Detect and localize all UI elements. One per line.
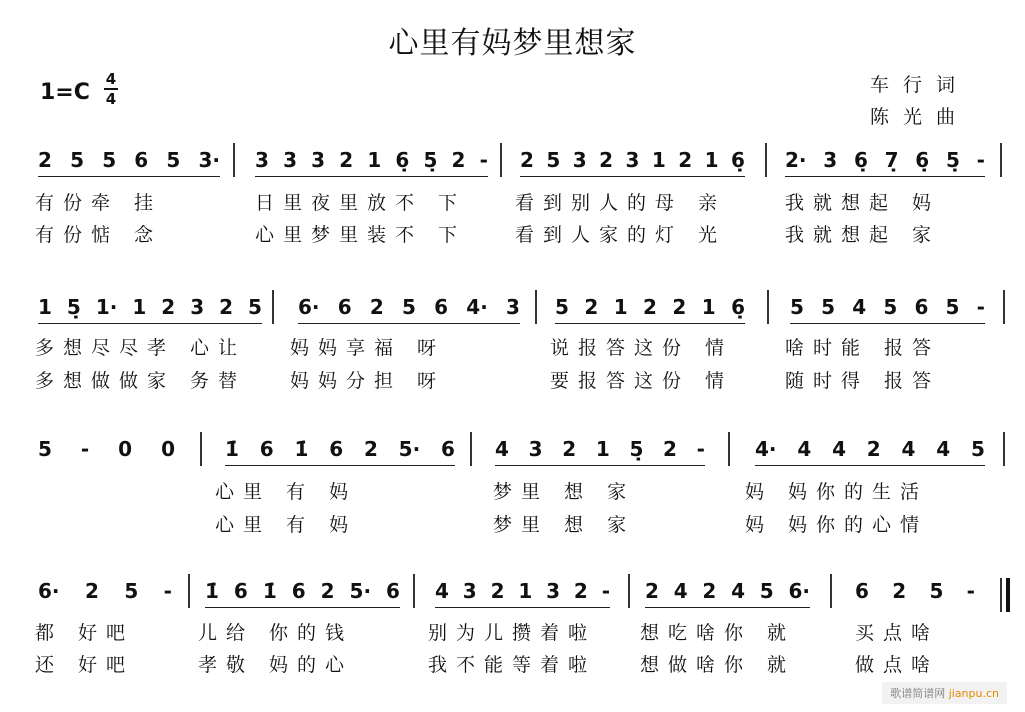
lyric-verse-2: 我就想起 家 (785, 224, 941, 246)
measure (38, 292, 262, 322)
note: 1 (132, 295, 147, 319)
note: 5 (124, 579, 139, 603)
lyric-verse-2: 做点啥 (855, 654, 940, 676)
watermark (882, 682, 1007, 704)
beam-underline (255, 176, 488, 177)
note: 0 (118, 437, 133, 461)
measure-notes (755, 434, 985, 464)
note: 5 (555, 295, 569, 319)
note: 2 (573, 579, 588, 603)
barline (470, 432, 472, 466)
note: 2 (584, 295, 599, 319)
measure-notes (785, 145, 985, 175)
note: - (80, 437, 90, 461)
lyric-verse-2: 想做啥你 就 (640, 654, 796, 676)
note: 4 (797, 437, 812, 461)
note: 2 (663, 437, 677, 461)
time-top: 4 (105, 70, 117, 88)
measure (38, 434, 175, 464)
note: 4· (466, 295, 488, 319)
note: - (976, 295, 985, 319)
barline (188, 574, 190, 608)
lyric-verse-1: 儿给 你的钱 (198, 622, 354, 644)
measure-notes (435, 576, 610, 606)
lyric-verse-1: 买点啥 (855, 622, 940, 644)
note: 5 (70, 148, 85, 172)
lyric-verse-1: 想吃啥你 就 (640, 622, 796, 644)
watermark-domain: jianpu.cn (948, 687, 999, 700)
beam-underline (495, 465, 705, 466)
note: 6 (337, 295, 352, 319)
barline (413, 574, 415, 608)
measure-notes (298, 292, 520, 322)
lyric-verse-2: 心里梦里装不 下 (255, 224, 467, 246)
note: 3 (311, 148, 326, 172)
barline (728, 432, 730, 466)
note: 3 (190, 295, 205, 319)
note: 6· (788, 579, 810, 603)
note: 4 (936, 437, 951, 461)
lyric-verse-1: 梦里 想 家 (493, 481, 636, 503)
note: 2 (451, 148, 466, 172)
note: 5 (546, 148, 561, 172)
beam-underline (645, 607, 810, 608)
note: 3 (506, 295, 520, 319)
note: - (601, 579, 610, 603)
note: 1· (95, 295, 118, 319)
barline (1003, 290, 1005, 324)
note: 1 (613, 295, 628, 319)
note: 1̇ (294, 437, 309, 461)
beam-underline (555, 323, 745, 324)
barline (765, 143, 767, 177)
note: 4 (832, 437, 846, 461)
note: 6 (291, 579, 306, 603)
measure (38, 576, 172, 606)
measure-notes (38, 292, 262, 322)
note: 2 (643, 295, 657, 319)
lyric-verse-2: 梦里 想 家 (493, 514, 636, 536)
note: 5 (402, 295, 416, 319)
measure-notes (225, 434, 455, 464)
lyric-verse-2: 孝敬 妈的心 (198, 654, 354, 676)
note: 6· (298, 295, 320, 319)
note: 6 (233, 579, 248, 603)
watermark-site: 歌谱简谱网 (890, 687, 946, 700)
note: 2 (219, 295, 234, 319)
beam-underline (225, 465, 455, 466)
note: 2 (702, 579, 717, 603)
barline (233, 143, 235, 177)
note: 6 (259, 437, 274, 461)
note: 2 (161, 295, 176, 319)
barline (1003, 432, 1005, 466)
measure-notes (495, 434, 705, 464)
beam-underline (435, 607, 610, 608)
measure (435, 576, 610, 606)
note: 4· (755, 437, 777, 461)
measure-notes (520, 145, 745, 175)
lyric-verse-1: 有份牵 挂 (35, 192, 163, 214)
note: 1 (651, 148, 666, 172)
note: 2 (599, 148, 614, 172)
measure-notes (38, 145, 220, 175)
measure (495, 434, 705, 464)
note: 4 (852, 295, 867, 319)
note: 5̣ (629, 437, 644, 461)
note: - (696, 437, 705, 461)
lyric-verse-2: 随时得 报答 (785, 370, 941, 392)
lyric-verse-1: 说报答这份 情 (550, 337, 734, 359)
measure-notes (645, 576, 810, 606)
measure (645, 576, 810, 606)
note: 3 (255, 148, 269, 172)
note: 2 (520, 148, 534, 172)
note: 6 (914, 295, 929, 319)
note: 6̣ (731, 295, 745, 319)
note: 6 (134, 148, 149, 172)
note: 3 (625, 148, 640, 172)
lyric-verse-2: 多想做做家 务替 (35, 370, 247, 392)
lyric-verse-2: 要报答这份 情 (550, 370, 734, 392)
measure-notes (38, 434, 175, 464)
key-signature: 1=C (40, 80, 90, 105)
beam-underline (755, 465, 985, 466)
song-title: 心里有妈梦里想家 (388, 26, 637, 61)
note: 2 (892, 579, 907, 603)
barline (500, 143, 502, 177)
measure-notes (555, 292, 745, 322)
note: 2· (785, 148, 807, 172)
note: 5 (102, 148, 117, 172)
note: 2 (866, 437, 881, 461)
note: 6̣ (853, 148, 868, 172)
note: 6 (434, 295, 449, 319)
note: 7̣ (884, 148, 899, 172)
measure (520, 145, 745, 175)
note: 2 (672, 295, 687, 319)
note: 6 (329, 437, 344, 461)
note: 5 (945, 295, 960, 319)
note: 4 (901, 437, 916, 461)
barline (272, 290, 274, 324)
note: 6̣ (731, 148, 745, 172)
lyric-verse-1: 都 好吧 (35, 622, 135, 644)
note: 3 (462, 579, 477, 603)
note: 2 (678, 148, 693, 172)
time-signature (104, 70, 118, 108)
lyricist-credit: 车行词 (870, 74, 970, 96)
note: 2 (84, 579, 99, 603)
beam-underline (520, 176, 745, 177)
note: 1̇ (205, 579, 219, 603)
note: 5̣ (66, 295, 81, 319)
note: 2 (369, 295, 384, 319)
note: 3 (528, 437, 543, 461)
note: 6 (441, 437, 455, 461)
note: 0 (161, 437, 175, 461)
note: 5· (398, 437, 421, 461)
note: 6· (38, 579, 60, 603)
lyric-verse-2: 心里 有 妈 (215, 514, 358, 536)
note: 6 (855, 579, 869, 603)
note: 5 (248, 295, 262, 319)
note: 3 (572, 148, 587, 172)
note: 3 (823, 148, 838, 172)
note: 2 (645, 579, 659, 603)
beam-underline (38, 176, 220, 177)
lyric-verse-1: 心里 有 妈 (215, 481, 358, 503)
note: 5 (759, 579, 774, 603)
note: 1 (518, 579, 533, 603)
lyric-verse-2: 有份惦 念 (35, 224, 163, 246)
note: 5 (883, 295, 898, 319)
measure-notes (855, 576, 975, 606)
note: 5̣ (945, 148, 960, 172)
measure-notes (205, 576, 400, 606)
time-bottom: 4 (105, 90, 117, 108)
note: 5̣ (423, 148, 438, 172)
note: 5· (349, 579, 372, 603)
measure (298, 292, 520, 322)
note: 2 (339, 148, 354, 172)
note: 1̇ (262, 579, 277, 603)
measure-notes (38, 576, 172, 606)
note: 5 (790, 295, 804, 319)
note: - (966, 579, 975, 603)
measure (555, 292, 745, 322)
note: 6̣ (915, 148, 930, 172)
note: 1 (595, 437, 610, 461)
note: 6 (386, 579, 400, 603)
measure-notes (255, 145, 488, 175)
note: 3 (546, 579, 561, 603)
note: 1 (701, 295, 716, 319)
lyric-verse-1: 我就想起 妈 (785, 192, 941, 214)
note: - (163, 579, 172, 603)
measure (790, 292, 985, 322)
composer-credit: 陈光曲 (870, 106, 970, 128)
note: 3 (283, 148, 297, 172)
measure (785, 145, 985, 175)
final-double-barline (1000, 578, 1010, 612)
note: 1̇ (225, 437, 239, 461)
measure (225, 434, 455, 464)
lyric-verse-2: 我不能等着啦 (428, 654, 597, 676)
beam-underline (205, 607, 400, 608)
beam-underline (298, 323, 520, 324)
lyric-verse-1: 看到别人的母 亲 (515, 192, 727, 214)
lyric-verse-1: 妈妈享福 呀 (290, 337, 446, 359)
lyric-verse-1: 多想尽尽孝 心让 (35, 337, 247, 359)
note: 2 (320, 579, 335, 603)
barline (628, 574, 630, 608)
lyric-verse-1: 妈 妈你的生活 (745, 481, 929, 503)
lyric-verse-1: 啥时能 报答 (785, 337, 941, 359)
measure (205, 576, 400, 606)
barline (1000, 143, 1002, 177)
note: 2 (363, 437, 378, 461)
note: 1 (704, 148, 719, 172)
measure (255, 145, 488, 175)
barline (535, 290, 537, 324)
lyric-verse-2: 妈 妈你的心情 (745, 514, 929, 536)
note: 5 (929, 579, 944, 603)
note: 4 (435, 579, 449, 603)
lyric-verse-1: 日里夜里放不 下 (255, 192, 467, 214)
note: 3· (198, 148, 220, 172)
note: - (479, 148, 488, 172)
note: 4 (731, 579, 745, 603)
note: 2 (490, 579, 505, 603)
measure (855, 576, 975, 606)
note: - (976, 148, 985, 172)
lyric-verse-2: 看到人家的灯 光 (515, 224, 727, 246)
note: 1 (367, 148, 382, 172)
beam-underline (785, 176, 985, 177)
barline (767, 290, 769, 324)
beam-underline (38, 323, 262, 324)
note: 5 (38, 437, 52, 461)
measure (755, 434, 985, 464)
note: 1 (38, 295, 52, 319)
note: 6̣ (395, 148, 410, 172)
beam-underline (790, 323, 985, 324)
measure (38, 145, 220, 175)
barline (830, 574, 832, 608)
lyric-verse-2: 还 好吧 (35, 654, 135, 676)
note: 2 (38, 148, 52, 172)
lyric-verse-1: 别为儿攒着啦 (428, 622, 597, 644)
measure-notes (790, 292, 985, 322)
note: 2 (562, 437, 577, 461)
note: 5 (971, 437, 985, 461)
note: 5 (821, 295, 836, 319)
barline (200, 432, 202, 466)
note: 4 (673, 579, 688, 603)
note: 4 (495, 437, 509, 461)
lyric-verse-2: 妈妈分担 呀 (290, 370, 446, 392)
note: 5 (166, 148, 181, 172)
